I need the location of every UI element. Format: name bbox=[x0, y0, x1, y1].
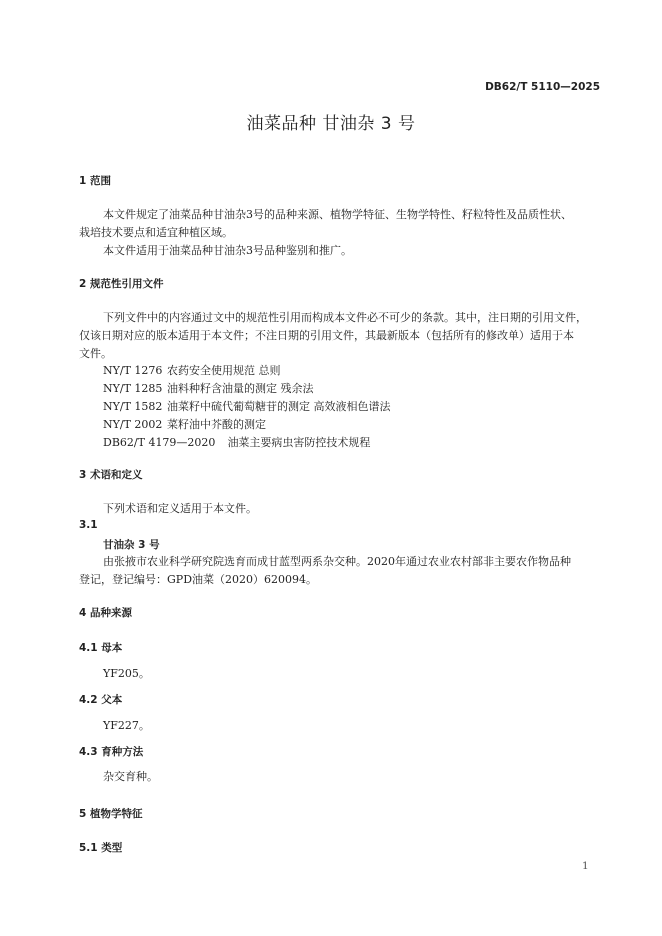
reference-item bbox=[103, 362, 281, 378]
term-definition-cont: 登记，登记编号：GPD油菜（2020）620094。 bbox=[79, 573, 317, 586]
section-4-heading: 4 品种来源 bbox=[79, 607, 132, 619]
section-2-paragraph: 下列文件中的内容通过文中的规范性引用而构成本文件必不可少的条款。其中，注日期的引用文件， bbox=[103, 311, 587, 324]
reference-item bbox=[103, 416, 266, 432]
reference-item bbox=[103, 434, 370, 450]
reference-code: NY/T 1582 bbox=[103, 400, 163, 413]
subsection-4-1-text: YF205。 bbox=[103, 667, 150, 680]
subsection-4-1-heading: 4.1 母本 bbox=[79, 642, 123, 654]
reference-item bbox=[103, 398, 391, 414]
section-2-paragraph-cont-1: 仅该日期对应的版本适用于本文件；不注日期的引用文件，其最新版本（包括所有的修改单）适用于本 bbox=[79, 329, 574, 342]
section-1-paragraph-1: 本文件规定了油菜品种甘油杂3号的品种来源、植物学特征、生物学特性、籽粒特性及品质性状、 bbox=[103, 208, 572, 221]
reference-title: 油料种籽含油量的测定 残余法 bbox=[167, 382, 314, 395]
section-2-heading: 2 规范性引用文件 bbox=[79, 278, 164, 290]
section-5-heading: 5 植物学特征 bbox=[79, 808, 143, 820]
reference-title: 菜籽油中芥酸的测定 bbox=[167, 418, 266, 431]
reference-code: DB62/T 4179—2020 bbox=[103, 436, 216, 449]
section-1-paragraph-1-cont: 栽培技术要点和适宜种植区域。 bbox=[79, 226, 233, 239]
standard-code: DB62/T 5110—2025 bbox=[485, 81, 600, 93]
subsection-5-1-heading: 5.1 类型 bbox=[79, 842, 123, 854]
reference-title: 油菜主要病虫害防控技术规程 bbox=[227, 436, 371, 449]
reference-code: NY/T 1285 bbox=[103, 382, 163, 395]
reference-code: NY/T 1276 bbox=[103, 364, 163, 377]
reference-title: 农药安全使用规范 总则 bbox=[167, 364, 281, 377]
subsection-4-3-text: 杂交育种。 bbox=[103, 770, 158, 783]
term-name: 甘油杂 3 号 bbox=[103, 539, 160, 551]
section-2-paragraph-cont-2: 文件。 bbox=[79, 347, 112, 360]
section-1-paragraph-2: 本文件适用于油菜品种甘油杂3号品种鉴别和推广。 bbox=[103, 244, 352, 257]
section-3-heading: 3 术语和定义 bbox=[79, 469, 143, 481]
subsection-4-3-heading: 4.3 育种方法 bbox=[79, 746, 144, 758]
document-title: 油菜品种 甘油杂 3 号 bbox=[246, 114, 416, 134]
term-definition: 由张掖市农业科学研究院选育而成甘蓝型两系杂交种。2020年通过农业农村部非主要农作物品种 bbox=[103, 555, 571, 568]
reference-item bbox=[103, 380, 314, 396]
term-number: 3.1 bbox=[79, 519, 98, 531]
subsection-4-2-heading: 4.2 父本 bbox=[79, 694, 123, 706]
section-3-paragraph: 下列术语和定义适用于本文件。 bbox=[103, 502, 257, 515]
subsection-4-2-text: YF227。 bbox=[103, 719, 150, 732]
section-1-heading: 1 范围 bbox=[79, 175, 111, 187]
page-number: 1 bbox=[582, 860, 589, 872]
reference-title: 油菜籽中硫代葡萄糖苷的测定 高效液相色谱法 bbox=[167, 400, 391, 413]
reference-code: NY/T 2002 bbox=[103, 418, 163, 431]
